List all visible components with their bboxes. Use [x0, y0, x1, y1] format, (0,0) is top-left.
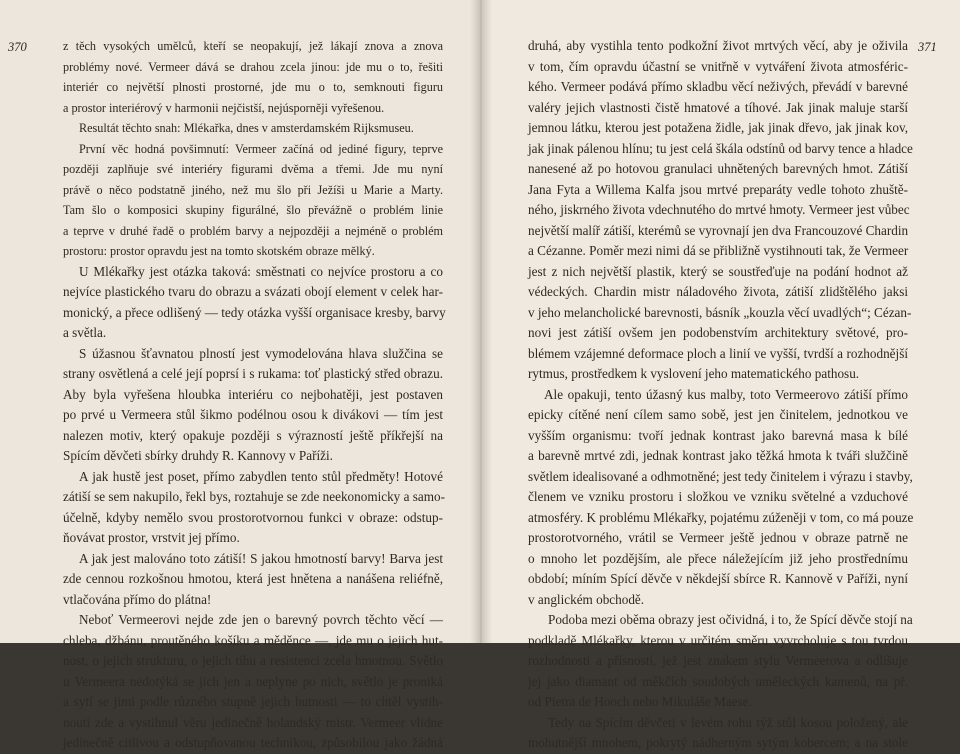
text-line: zátiší se sem nakupilo, řekl bys, roztahuje se zde neekonomicky a samo-: [63, 489, 445, 504]
book-gutter: [470, 0, 492, 643]
text-line: problémy nové. Vermeer dává se drahou zcela jinou: jde mu o to, řešiti: [63, 59, 443, 74]
text-line: Tam šlo o komposici skupiny figurálné, šlo převážně o problém linie: [63, 203, 443, 217]
text-line: mohutnější mnohem, pokrytý nádherným sytým kobercem; a na stole: [528, 735, 908, 750]
text-line: z těch vysokých umělců, kteří se neopakují, jež lákají znova a znova: [63, 39, 443, 53]
right-page-number: 371: [918, 40, 937, 54]
text-line: členem ve vzniku prostoru i složkou ve vzniku světelné a vzduchové: [528, 489, 908, 504]
text-line: v jeho melancholické barevnosti, básník „kouzla věcí uvadlých“; Cézan-: [528, 304, 912, 320]
text-line: Tedy na Spícím děvčeti v levém rohu týž stůl kosou položený, ale: [548, 714, 908, 730]
left-page-number: 370: [8, 40, 27, 54]
text-line: A jak jest malováno toto zátiší! S jakou hmotností barvy! Barva jest: [79, 550, 443, 566]
text-line: Resultát těchto snah: Mlékařka, dnes v amsterdamském Rijksmuseu.: [79, 121, 414, 135]
text-line: Spícím děvčeti sbírky druhdy R. Kannovy v Paříži.: [63, 448, 333, 463]
right-page-text: [528, 36, 914, 754]
text-line: strany osvětlená a celé její poprsí i s rukama: toť plastický střed obrazu.: [63, 366, 443, 381]
text-line: valéry jejich vlastnosti čistě hmatové a tíhové. Jak jinak maluje starší: [528, 99, 908, 115]
text-line: Ale opakuji, tento úžasný kus malby, toto Vermeerovo zátiší přímo: [544, 386, 908, 402]
text-line: Jana Fyta a Willema Kalfa jsou mrtvé preparáty vedle tohoto zhuště-: [528, 181, 908, 197]
text-line: Aby byla vyřešena hloubka interiéru co nejbohatěji, jest postaven: [63, 386, 443, 402]
text-line: ňovávat prostor, vrstvit jej přímo.: [63, 530, 240, 545]
text-line: prostorotvorného, vrátil se Vermeer ještě jednou v obraze patrně ne: [528, 530, 908, 545]
text-line: později zaplňuje své interiéry figurami dvěma a třemi. Jde mu nyní: [63, 162, 443, 176]
text-line: epicky cítěné není cílem samo sobě, jest jen činitelem, jednotkou ve: [528, 407, 908, 422]
text-line: védeckých. Chardin mistr náladového života, zátiší zlidštělého jaksi: [528, 284, 908, 299]
text-line: a sytí se jimi podle různého stupně jejich hutnosti — to chtěl vystih-: [63, 694, 443, 709]
text-line: interiér co největší plnosti prostorné, jde mu o to, semknouti figuru: [63, 80, 443, 94]
text-line: jej jako diamant od měkčích soudobých uměleckých kamenů, na př.: [528, 673, 908, 689]
text-line: jedinečně citlivou a odstupňovanou technikou, způsobilou jako žádná: [63, 735, 443, 750]
text-line: u Vermeera nedotýká se jich jen a neplyne po nich, světlo je proniká: [63, 673, 443, 689]
text-line: blémem vzájemné deformace ploch a linií ve vyšší, tvrdší a rozhodnější: [528, 345, 908, 361]
text-line: ného, jiskrného života vdechnutého do mrtvé hmoty. Vermeer jest vůbec: [528, 202, 910, 217]
text-line: vtlačována přímo do plátna!: [63, 591, 212, 607]
text-line: rytmus, prostředkem k vyslovení jeho matematického pathosu.: [528, 366, 860, 381]
text-line: největší malíř zátiší, kterémů se vyrovnají jen dva Francouzové Chardin: [528, 222, 909, 238]
text-line: období; míním Spící děvče v někdejší sbírce R. Kannově v Paříži, nyní: [528, 571, 908, 586]
text-line: nouti zde a vystihnul věru jedinečně holandský mistr. Vermeer vlidne: [63, 714, 443, 730]
text-line: A jak hustě jest poset, přímo zabydlen tento stůl předměty! Hotové: [79, 468, 443, 484]
text-line: První věc hodná povšimnutí: Vermeer začíná od jediné figury, teprve: [79, 141, 443, 156]
text-line: novi jest zátiší ovšem jen podobenstvím architektury světové, pro-: [528, 325, 908, 340]
text-line: v tom, čím opravdu účastní se vnitřně v vytváření života atmosféric-: [528, 58, 908, 74]
text-line: o mnoho let pozdějším, ale přece náležejícím již jeho prostřednímu: [528, 550, 908, 566]
text-line: prostoru: prostor opravdu jest na tomto skotském obraze mělký.: [63, 244, 375, 258]
text-line: světlem idealisované a odhmotněné; jest tedy činitelem i výrazu i stavby,: [528, 468, 913, 484]
text-line: nejvíce plastického tvaru do obrazu a svázati obojí element v celek har-: [63, 284, 443, 299]
text-line: a světla.: [63, 325, 107, 340]
text-line: a prostor interiérový v harmonii nejčistší, nejúsporněji vyřešenou.: [63, 100, 385, 115]
text-line: právě o něco podstatně jiného, než mu šlo při Ježíši u Marie a Marty.: [63, 182, 443, 197]
text-line: kého. Vermeer podává přímo skladbu věcí neživých, převádí v barevné: [528, 79, 908, 94]
text-line: a Cézanne. Poměr mezi nimi dá se přibližně vystihnouti tak, že Vermeer: [528, 243, 909, 258]
text-line: podkladě Mlékařky, kterou v určitém směru vyvrcholuje s tou tvrdou: [528, 632, 908, 648]
text-line: atmosféry. K problému Mlékařky, pojatému zúženěji v tom, co má pouze: [528, 509, 914, 525]
text-line: zde cennou rozkošnou hmotou, která jest hnětena a nanášena reliéfně,: [63, 571, 443, 586]
text-line: nanesené až po hotovou granulaci uhnětených barevných hmot. Zátiší: [528, 161, 908, 176]
text-line: a teprve v druhé řadě o problém barvy a nejpozději a nejméně o problém: [63, 223, 443, 238]
text-line: účelně, kdyby nemělo svou prostorotvornou funkci v obraze: odstup-: [63, 509, 443, 525]
text-line: jak jinak pálenou hlínu; tu jest celá škála odstínů od barvy tence a hladce: [528, 140, 913, 156]
text-line: po prvé u Vermeera stůl šikmo podélnou osou k divákovi — tím jest: [63, 407, 443, 422]
left-page-text: [63, 36, 446, 754]
text-line: monický, a přece odlišený — tedy otázka vyšší organisace kresby, barvy: [63, 304, 446, 320]
text-line: v anglickém obchodě.: [528, 591, 645, 607]
text-line: nalezen motiv, který opakuje později s výrazností ještě příkřejší na: [63, 427, 443, 443]
text-line: chleba, džbánu, proutěného košíku a měděnce —, jde mu o jejich hut-: [63, 632, 443, 648]
text-line: U Mlékařky jest otázka taková: směstnati co nejvíce prostoru a co: [79, 263, 443, 279]
right-page: [482, 0, 960, 750]
text-line: nost, o jejich strukturu, o jejich tíhu a resistenci zcela hmotnou. Světlo: [63, 653, 443, 668]
text-line: Neboť Vermeerovi nejde zde jen o barevný povrch těchto věcí —: [79, 612, 443, 627]
text-line: jest z nich největší plastik, který se soustřeďuje na podání hodnot až: [528, 263, 908, 279]
text-line: rozhodností a přísností, jež jest znakem stylu Vermeerova a odlišuje: [528, 653, 908, 668]
text-line: vyšším organismu: tvoří jednak kontrast jako barevná masa k bílé: [528, 427, 908, 443]
text-line: Podoba mezi oběma obrazy jest očividná, i to, že Spící děvče stojí na: [548, 612, 913, 627]
left-page: [0, 0, 478, 750]
text-line: jemnou látku, kterou jest potažena židle, jak jinak dřevo, jak jinak kov,: [528, 120, 908, 135]
text-line: S úžasnou šťavnatou plností jest vymodelována hlava služčina se: [79, 345, 443, 361]
text-line: druhá, aby vystihla tento podkožní život mrtvých věcí, aby je oživila: [528, 38, 908, 53]
text-line: od Pietra de Hooch nebo Mikuláše Maese.: [528, 694, 752, 709]
text-line: a barevně mrtvé zdi, jednak kontrast jako těžká hmota k tváři služčině: [528, 448, 908, 463]
